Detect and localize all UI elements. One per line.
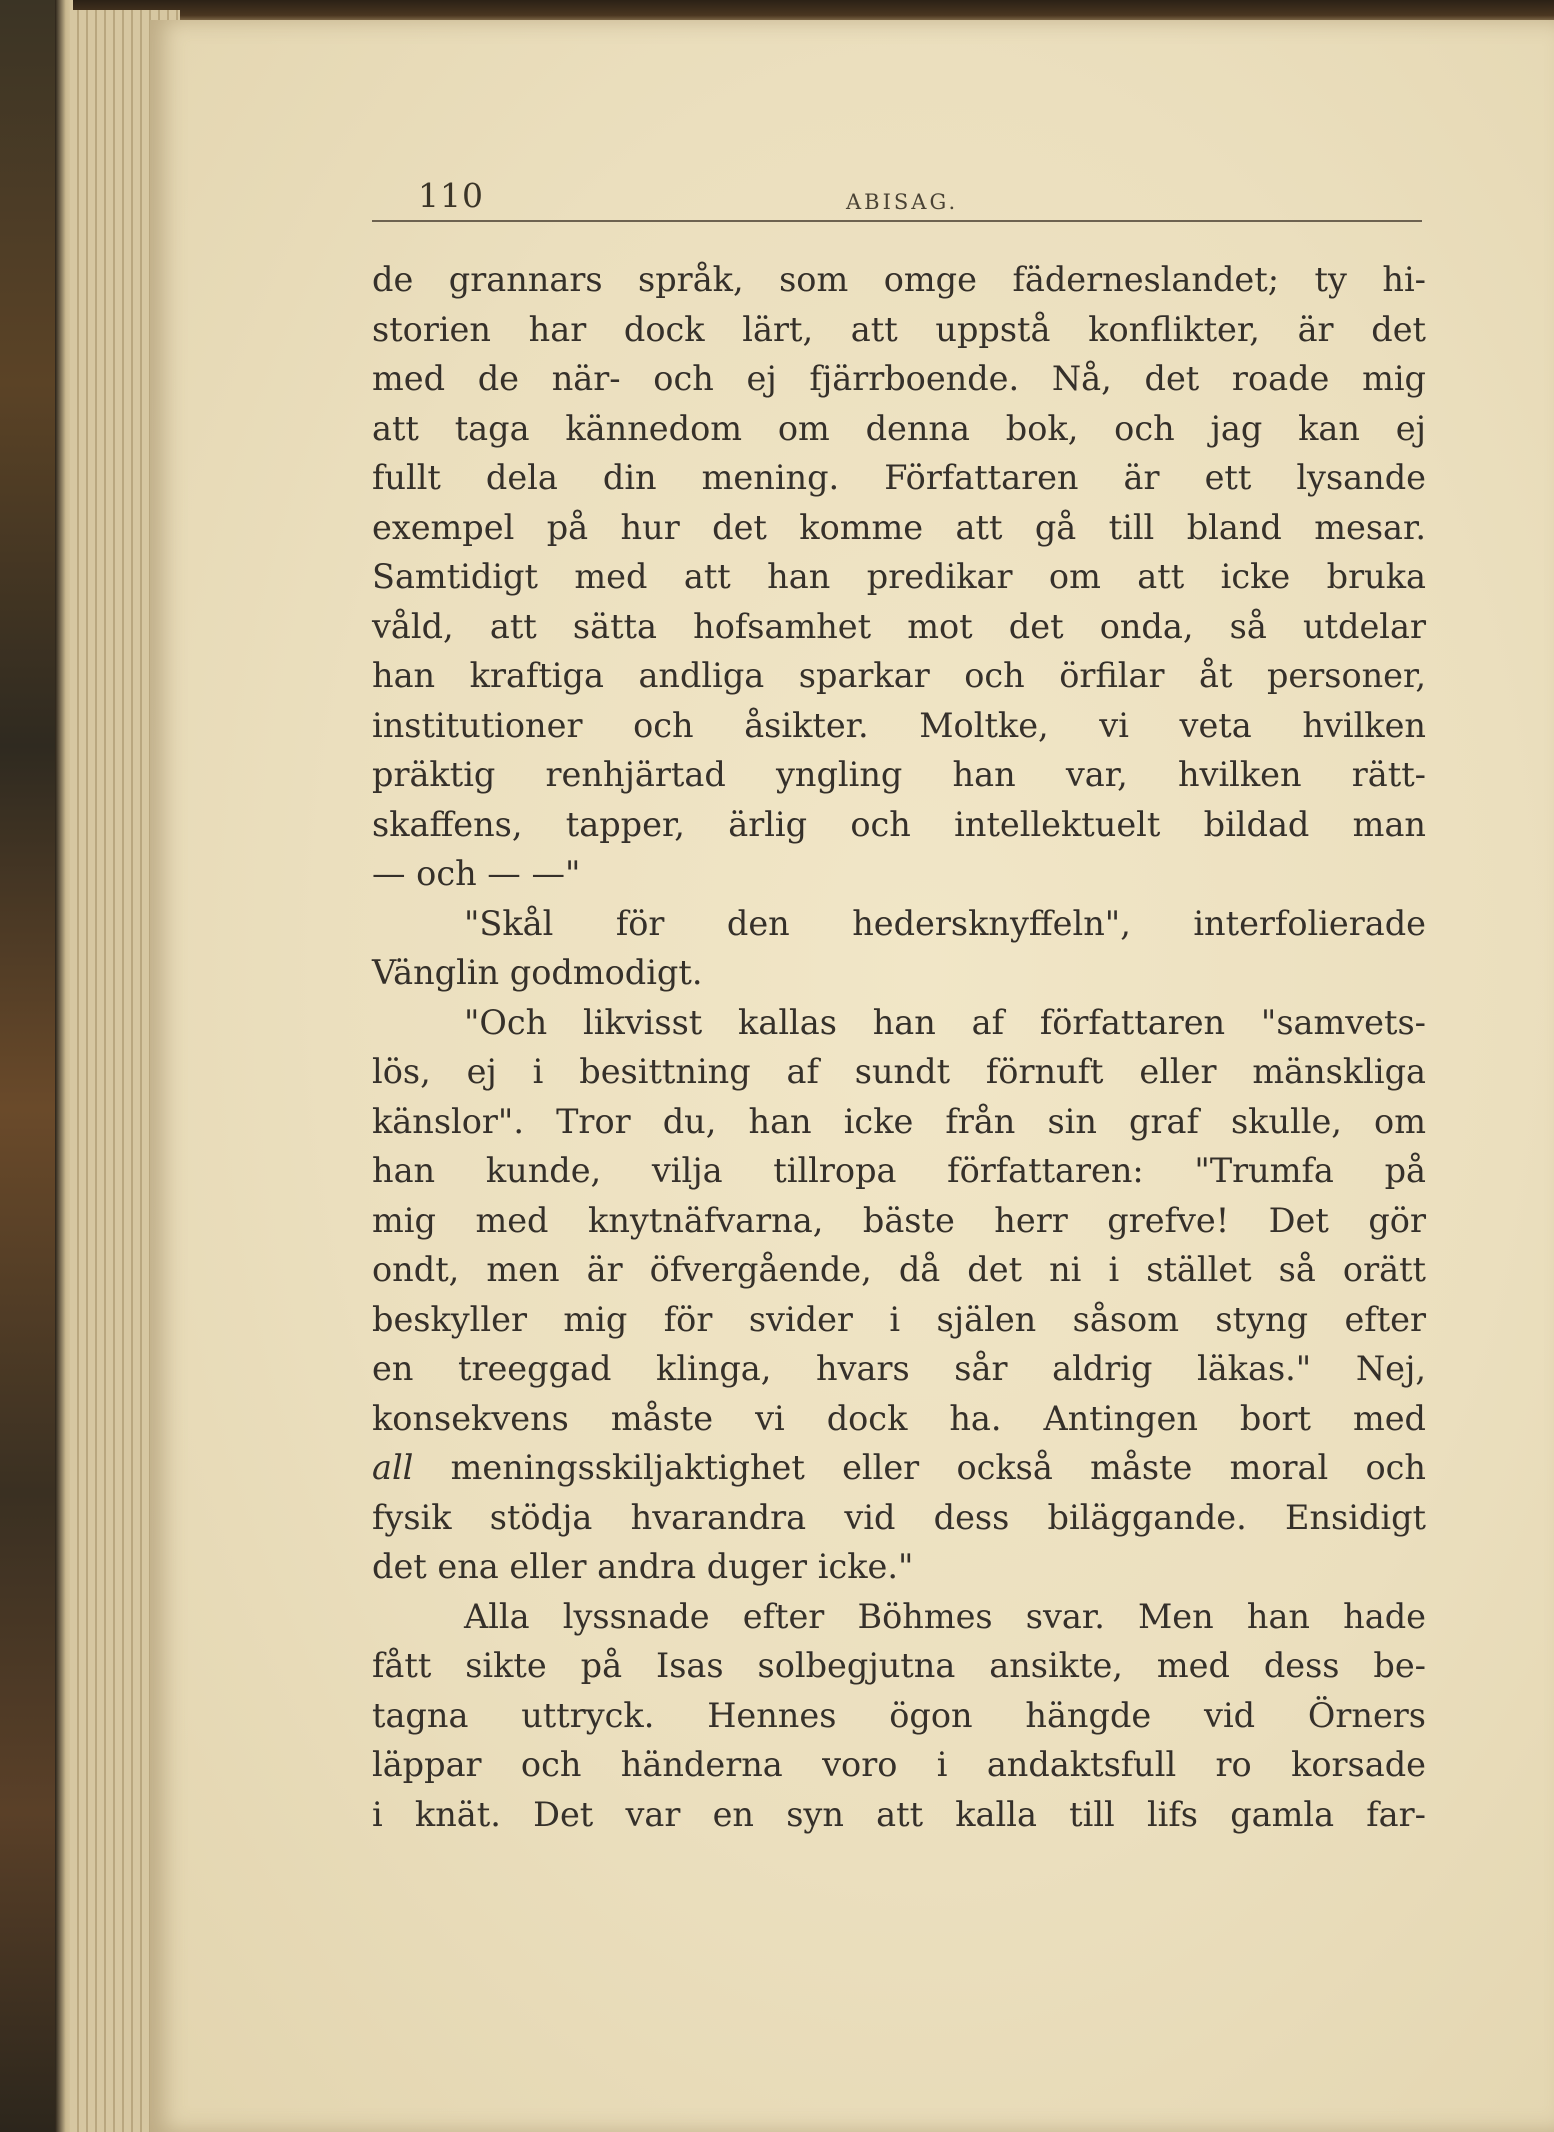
italic-word: all [372,1448,414,1487]
text-line: han kunde, vilja tillropa författaren: "Trumfa på [372,1151,1426,1190]
text-line: att taga kännedom om denna bok, och jag kan ej [372,408,1426,448]
text-line: lös, ej i besittning af sundt förnuft eller mänskliga [372,1052,1426,1091]
text-line: institutioner och åsikter. Moltke, vi veta hvilken [372,705,1426,745]
text-line: beskyller mig för svider i själen såsom styng efter [372,1299,1426,1339]
text-line: fått sikte på Isas solbegjutna ansikte, med dess be- [372,1646,1426,1685]
text-line: han kraftiga andliga sparkar och örfilar åt personer, [372,656,1426,695]
text-line: det ena eller andra duger icke." [372,1547,914,1586]
text-line: "Och likvisst kallas han af författaren "samvets- [464,1002,1426,1042]
text-line: mig med knytnäfvarna, bäste herr grefve! Det gör [372,1200,1426,1240]
text-line: i knät. Det var en syn att kalla till lifs gamla far- [372,1794,1426,1834]
book-top-edge [0,0,1554,22]
text-line: exempel på hur det komme att gå till bland mesar. [372,507,1426,547]
text-line: skaffens, tapper, ärlig och intellektuelt bildad man [372,804,1426,844]
text-line [372,1443,1426,1493]
text-line: storien har dock lärt, att uppstå konflikter, är det [372,309,1426,349]
text-line: konsekvens måste vi dock ha. Antingen bort med [372,1398,1426,1438]
text-line-rest: meningsskiljaktighet eller också måste moral och [413,1448,1426,1487]
text-line: präktig renhjärtad yngling han var, hvilken rätt- [372,755,1426,794]
text-line: — och — —" [372,854,581,893]
text-line: Alla lyssnade efter Böhmes svar. Men han hade [464,1596,1426,1636]
page-number: 110 [418,176,484,215]
text-line: fullt dela din mening. Författaren är ett lysande [372,458,1426,497]
text-line: en treeggad klinga, hvars sår aldrig läkas." Nej, [372,1349,1426,1388]
text-line: känslor". Tror du, han icke från sin graf skulle, om [372,1101,1426,1141]
text-line: med de när- och ej fjärrboende. Nå, det roade mig [372,359,1426,398]
body-text [372,255,1426,1839]
text-line: fysik stödja hvarandra vid dess biläggande. Ensidigt [372,1497,1426,1537]
text-line: "Skål för den hedersknyffeln", interfolierade [464,903,1426,943]
text-line: Vänglin godmodigt. [372,953,703,992]
text-line: våld, att sätta hofsamhet mot det onda, så utdelar [372,606,1426,646]
text-line: läppar och händerna voro i andaktsfull ro korsade [372,1745,1426,1784]
text-line: ondt, men är öfvergående, då det ni i stället så orätt [372,1250,1426,1289]
text-line: de grannars språk, som omge fäderneslandet; ty hi- [372,260,1426,299]
text-line: Samtidigt med att han predikar om att icke bruka [372,557,1426,596]
book-cover-edge [0,0,60,2132]
running-head: ABISAG. [846,190,959,214]
page-header [372,176,1422,222]
text-line: tagna uttryck. Hennes ögon hängde vid Örners [372,1695,1426,1735]
